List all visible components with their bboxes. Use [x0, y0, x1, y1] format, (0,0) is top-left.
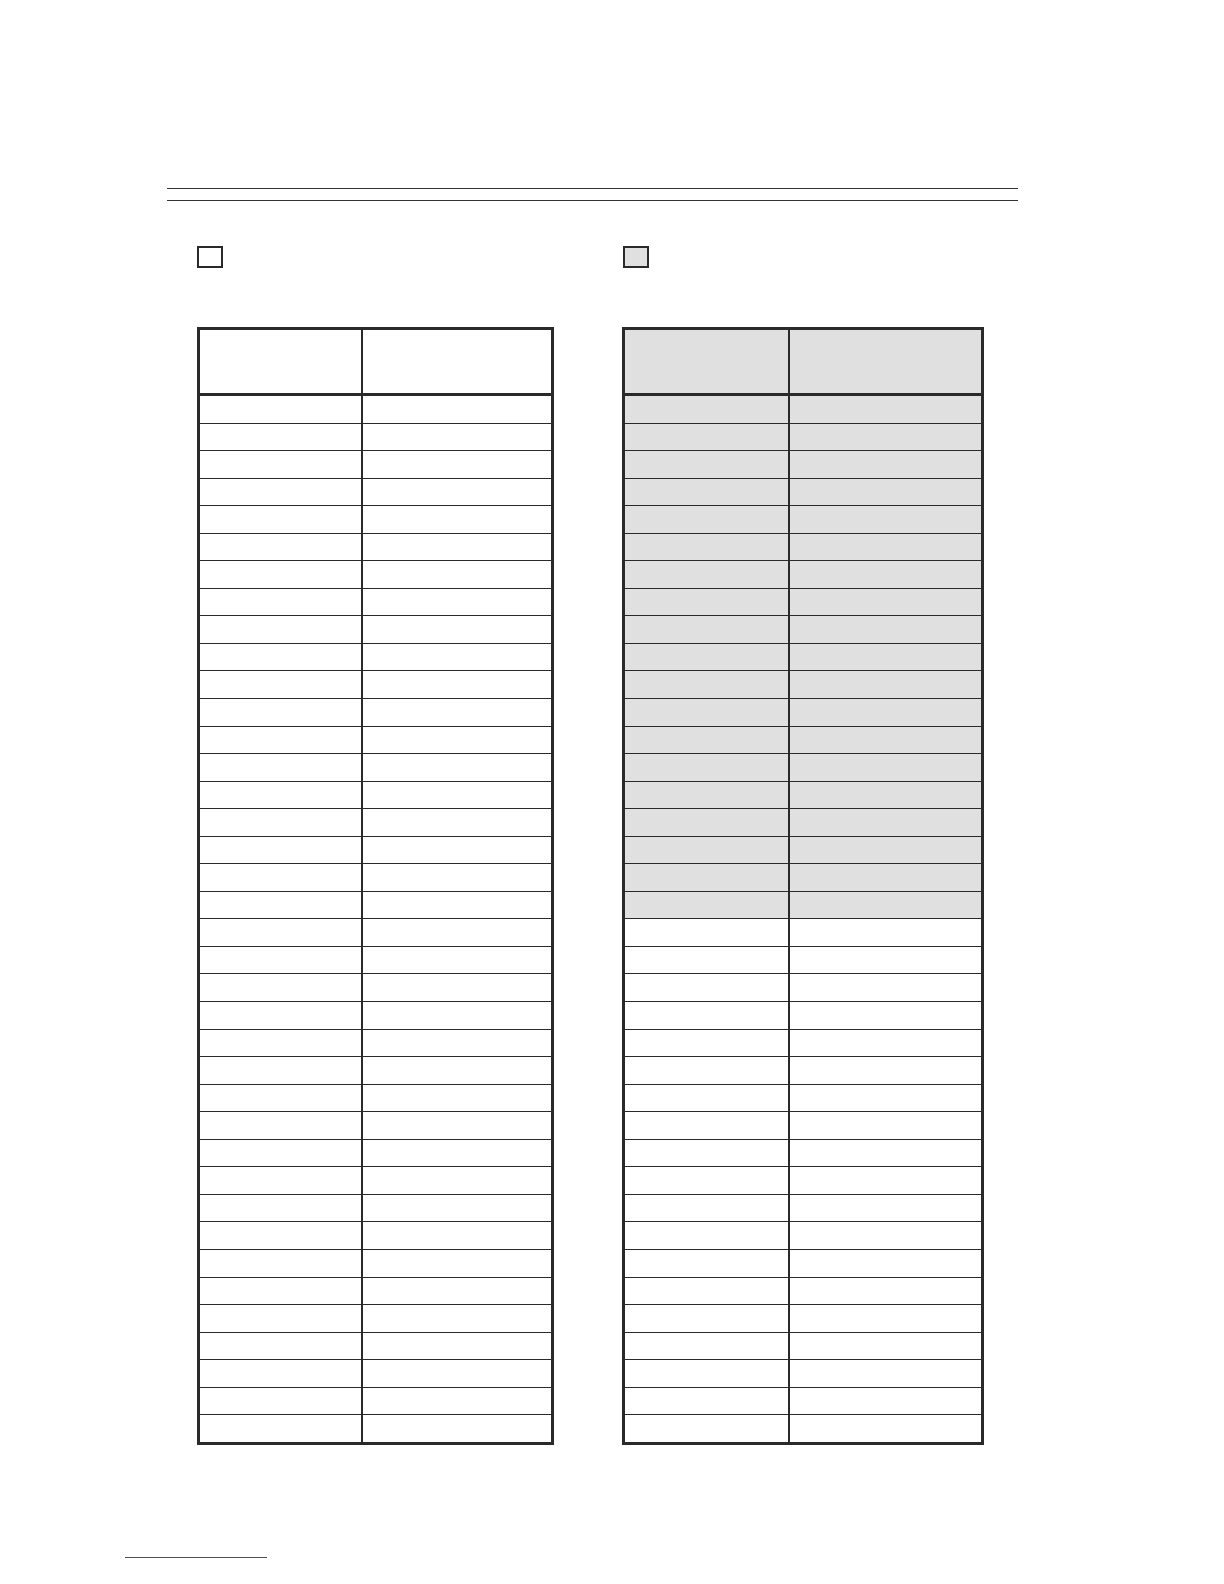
right-table-row: [625, 892, 981, 920]
right-table-row: [625, 782, 981, 810]
left-table-cell: [363, 919, 551, 946]
right-table-row: [625, 1112, 981, 1140]
right-table-row: [625, 534, 981, 562]
right-table-cell: [790, 699, 981, 726]
left-table-cell: [363, 1085, 551, 1112]
right-table-row: [625, 1415, 981, 1442]
left-table-cell: [200, 1195, 363, 1222]
right-table-cell: [790, 782, 981, 809]
left-table-cell: [200, 1167, 363, 1194]
right-table-cell: [790, 1415, 981, 1442]
left-table-cell: [200, 1388, 363, 1415]
left-table-row: [200, 1222, 551, 1250]
left-table-row: [200, 589, 551, 617]
left-table-cell: [363, 451, 551, 478]
left-table-cell: [200, 396, 363, 423]
right-table-row: [625, 727, 981, 755]
left-table-row: [200, 782, 551, 810]
right-table-cell: [790, 1388, 981, 1415]
right-table-row: [625, 1222, 981, 1250]
left-table-row: [200, 1250, 551, 1278]
left-table-cell: [363, 699, 551, 726]
left-table-cell: [363, 1250, 551, 1277]
right-table-row: [625, 1002, 981, 1030]
left-table-row: [200, 947, 551, 975]
left-table-cell: [363, 864, 551, 891]
left-table-row: [200, 919, 551, 947]
right-table-row: [625, 396, 981, 424]
left-table-cell: [200, 644, 363, 671]
left-table-row: [200, 809, 551, 837]
right-table-row: [625, 451, 981, 479]
left-table-row: [200, 699, 551, 727]
right-table-row: [625, 1305, 981, 1333]
left-table-row: [200, 754, 551, 782]
right-table-cell: [790, 561, 981, 588]
left-table-cell: [200, 1085, 363, 1112]
right-table-cell: [790, 506, 981, 533]
left-table-cell: [363, 616, 551, 643]
left-table-cell: [200, 506, 363, 533]
left-table-cell: [200, 837, 363, 864]
right-table-cell: [625, 1057, 790, 1084]
right-table-row: [625, 671, 981, 699]
left-table-row: [200, 1305, 551, 1333]
left-table-cell: [363, 479, 551, 506]
right-table-cell: [625, 451, 790, 478]
right-table-cell: [625, 974, 790, 1001]
right-table-cell: [625, 1195, 790, 1222]
right-table-cell: [790, 1333, 981, 1360]
left-table-cell: [200, 616, 363, 643]
right-table-cell: [790, 1167, 981, 1194]
left-table-cell: [363, 1112, 551, 1139]
left-table-cell: [200, 479, 363, 506]
right-table-cell: [790, 947, 981, 974]
left-table-cell: [200, 424, 363, 451]
right-table-row: [625, 864, 981, 892]
left-header-cell-2: [363, 330, 551, 393]
left-table-cell: [200, 809, 363, 836]
left-table-cell: [363, 782, 551, 809]
right-table-cell: [625, 837, 790, 864]
right-table-cell: [625, 1167, 790, 1194]
right-table-cell: [790, 1002, 981, 1029]
right-table-row: [625, 1360, 981, 1388]
left-table-cell: [363, 809, 551, 836]
left-table-cell: [363, 644, 551, 671]
right-table-cell: [790, 1250, 981, 1277]
right-table-row: [625, 1140, 981, 1168]
left-table-cell: [363, 974, 551, 1001]
left-table-cell: [363, 837, 551, 864]
left-table-cell: [200, 561, 363, 588]
left-table-cell: [363, 1415, 551, 1442]
right-table-cell: [625, 1305, 790, 1332]
left-table-cell: [200, 1305, 363, 1332]
right-table-cell: [625, 424, 790, 451]
header-rule-top: [167, 188, 1018, 189]
left-table-cell: [363, 892, 551, 919]
right-table-cell: [625, 699, 790, 726]
left-table-row: [200, 1278, 551, 1306]
right-table-cell: [790, 644, 981, 671]
right-table-cell: [790, 589, 981, 616]
right-table-row: [625, 1388, 981, 1416]
left-table-cell: [200, 1333, 363, 1360]
right-table-cell: [625, 589, 790, 616]
left-table-cell: [363, 1305, 551, 1332]
right-table-cell: [790, 616, 981, 643]
left-table-row: [200, 864, 551, 892]
left-table-row: [200, 1112, 551, 1140]
right-table-cell: [790, 1360, 981, 1387]
left-table-cell: [363, 1030, 551, 1057]
left-table-row: [200, 506, 551, 534]
right-table-cell: [790, 1305, 981, 1332]
right-table-cell: [625, 1415, 790, 1442]
left-table-cell: [200, 699, 363, 726]
left-table-cell: [200, 727, 363, 754]
left-table-cell: [200, 1222, 363, 1249]
left-table-row: [200, 644, 551, 672]
footer-link-underline[interactable]: [125, 1557, 267, 1558]
right-header-cell-2: [790, 330, 981, 393]
right-table-header: [625, 330, 981, 396]
right-table-row: [625, 1278, 981, 1306]
right-table-row: [625, 754, 981, 782]
right-table-row: [625, 837, 981, 865]
left-table-cell: [363, 424, 551, 451]
right-table-cell: [625, 1333, 790, 1360]
left-table-row: [200, 424, 551, 452]
left-table-row: [200, 1415, 551, 1442]
right-table-cell: [790, 424, 981, 451]
right-table-cell: [625, 864, 790, 891]
left-table-body: [200, 396, 551, 1442]
right-table-cell: [790, 1030, 981, 1057]
left-table-row: [200, 1167, 551, 1195]
left-table-row: [200, 974, 551, 1002]
left-table-row: [200, 1388, 551, 1416]
right-table-row: [625, 699, 981, 727]
left-table-row: [200, 1002, 551, 1030]
left-table-cell: [363, 1360, 551, 1387]
header-rule-bottom: [167, 200, 1018, 201]
right-table-row: [625, 1085, 981, 1113]
right-table-row: [625, 506, 981, 534]
left-table-cell: [363, 396, 551, 423]
left-table-cell: [363, 506, 551, 533]
right-table-cell: [625, 479, 790, 506]
left-table-cell: [200, 1057, 363, 1084]
left-table-cell: [363, 1195, 551, 1222]
left-table-cell: [200, 754, 363, 781]
right-table-cell: [625, 727, 790, 754]
left-table-row: [200, 837, 551, 865]
left-table-cell: [200, 589, 363, 616]
left-table-cell: [200, 1112, 363, 1139]
left-table-row: [200, 396, 551, 424]
right-table-cell: [625, 782, 790, 809]
right-table-cell: [625, 754, 790, 781]
left-table-cell: [363, 1002, 551, 1029]
right-table-row: [625, 1030, 981, 1058]
right-table-cell: [790, 451, 981, 478]
left-table-header: [200, 330, 551, 396]
left-table-cell: [363, 1278, 551, 1305]
left-table-cell: [363, 947, 551, 974]
left-table-cell: [363, 727, 551, 754]
right-table-cell: [625, 671, 790, 698]
left-table-cell: [200, 864, 363, 891]
right-table-cell: [625, 947, 790, 974]
left-table-cell: [200, 1002, 363, 1029]
right-table-cell: [625, 1388, 790, 1415]
left-table-row: [200, 671, 551, 699]
right-table-row: [625, 589, 981, 617]
right-table-cell: [790, 754, 981, 781]
right-table-cell: [625, 919, 790, 946]
right-table-cell: [790, 864, 981, 891]
left-table-cell: [363, 561, 551, 588]
right-table-cell: [625, 1278, 790, 1305]
right-table-row: [625, 919, 981, 947]
right-table-cell: [625, 809, 790, 836]
left-table-row: [200, 616, 551, 644]
right-table-cell: [790, 479, 981, 506]
right-table-cell: [790, 1195, 981, 1222]
right-table-row: [625, 1333, 981, 1361]
right-table-cell: [625, 892, 790, 919]
left-table-cell: [200, 1030, 363, 1057]
left-table-row: [200, 892, 551, 920]
right-table-row: [625, 809, 981, 837]
right-table: [622, 327, 984, 1445]
right-table-row: [625, 424, 981, 452]
right-table-cell: [625, 644, 790, 671]
right-table-cell: [625, 1222, 790, 1249]
right-table-cell: [625, 1002, 790, 1029]
left-table-row: [200, 561, 551, 589]
left-table-row: [200, 1085, 551, 1113]
left-table-row: [200, 479, 551, 507]
right-table-cell: [790, 1140, 981, 1167]
right-table-cell: [790, 727, 981, 754]
right-table-cell: [790, 1085, 981, 1112]
left-table-cell: [200, 782, 363, 809]
left-table-row: [200, 451, 551, 479]
right-table-cell: [625, 1030, 790, 1057]
left-table-cell: [200, 919, 363, 946]
right-table-cell: [625, 1360, 790, 1387]
right-table-cell: [790, 809, 981, 836]
left-table-cell: [363, 671, 551, 698]
left-table-cell: [200, 892, 363, 919]
right-table-body: [625, 396, 981, 1442]
left-table-row: [200, 534, 551, 562]
legend-swatch-gray: [623, 246, 649, 268]
right-table-cell: [625, 561, 790, 588]
right-table-row: [625, 947, 981, 975]
right-table-cell: [625, 1085, 790, 1112]
left-table-row: [200, 1057, 551, 1085]
right-table-cell: [790, 1278, 981, 1305]
right-table-cell: [625, 534, 790, 561]
left-table-cell: [200, 1360, 363, 1387]
right-table-cell: [790, 1057, 981, 1084]
legend-swatch-white: [197, 246, 223, 268]
left-table-cell: [200, 1278, 363, 1305]
left-table-cell: [363, 1388, 551, 1415]
left-table: [197, 327, 554, 1445]
right-table-cell: [790, 534, 981, 561]
right-table-row: [625, 974, 981, 1002]
right-table-cell: [625, 1140, 790, 1167]
left-table-cell: [363, 754, 551, 781]
left-table-row: [200, 727, 551, 755]
right-table-row: [625, 1250, 981, 1278]
left-table-cell: [200, 974, 363, 1001]
right-table-cell: [790, 919, 981, 946]
left-table-cell: [363, 1333, 551, 1360]
right-table-row: [625, 1167, 981, 1195]
left-table-cell: [200, 1415, 363, 1442]
right-table-cell: [790, 837, 981, 864]
right-table-row: [625, 561, 981, 589]
left-table-cell: [363, 534, 551, 561]
left-table-cell: [363, 1057, 551, 1084]
right-table-cell: [625, 616, 790, 643]
left-table-cell: [200, 947, 363, 974]
left-table-cell: [200, 1140, 363, 1167]
left-table-row: [200, 1360, 551, 1388]
right-table-row: [625, 1057, 981, 1085]
right-table-cell: [790, 1222, 981, 1249]
left-table-row: [200, 1030, 551, 1058]
left-table-cell: [363, 1167, 551, 1194]
right-table-cell: [790, 396, 981, 423]
right-table-cell: [790, 671, 981, 698]
left-table-row: [200, 1195, 551, 1223]
right-header-cell-1: [625, 330, 790, 393]
left-table-cell: [200, 534, 363, 561]
right-table-cell: [625, 1112, 790, 1139]
right-table-cell: [790, 974, 981, 1001]
left-table-cell: [200, 451, 363, 478]
right-table-cell: [790, 892, 981, 919]
right-table-cell: [625, 1250, 790, 1277]
right-table-cell: [625, 396, 790, 423]
right-table-row: [625, 644, 981, 672]
left-table-cell: [200, 1250, 363, 1277]
right-table-cell: [790, 1112, 981, 1139]
left-table-cell: [363, 589, 551, 616]
left-table-cell: [363, 1222, 551, 1249]
right-table-row: [625, 1195, 981, 1223]
left-table-row: [200, 1140, 551, 1168]
left-table-row: [200, 1333, 551, 1361]
right-table-row: [625, 616, 981, 644]
left-header-cell-1: [200, 330, 363, 393]
left-table-cell: [363, 1140, 551, 1167]
right-table-row: [625, 479, 981, 507]
right-table-cell: [625, 506, 790, 533]
left-table-cell: [200, 671, 363, 698]
